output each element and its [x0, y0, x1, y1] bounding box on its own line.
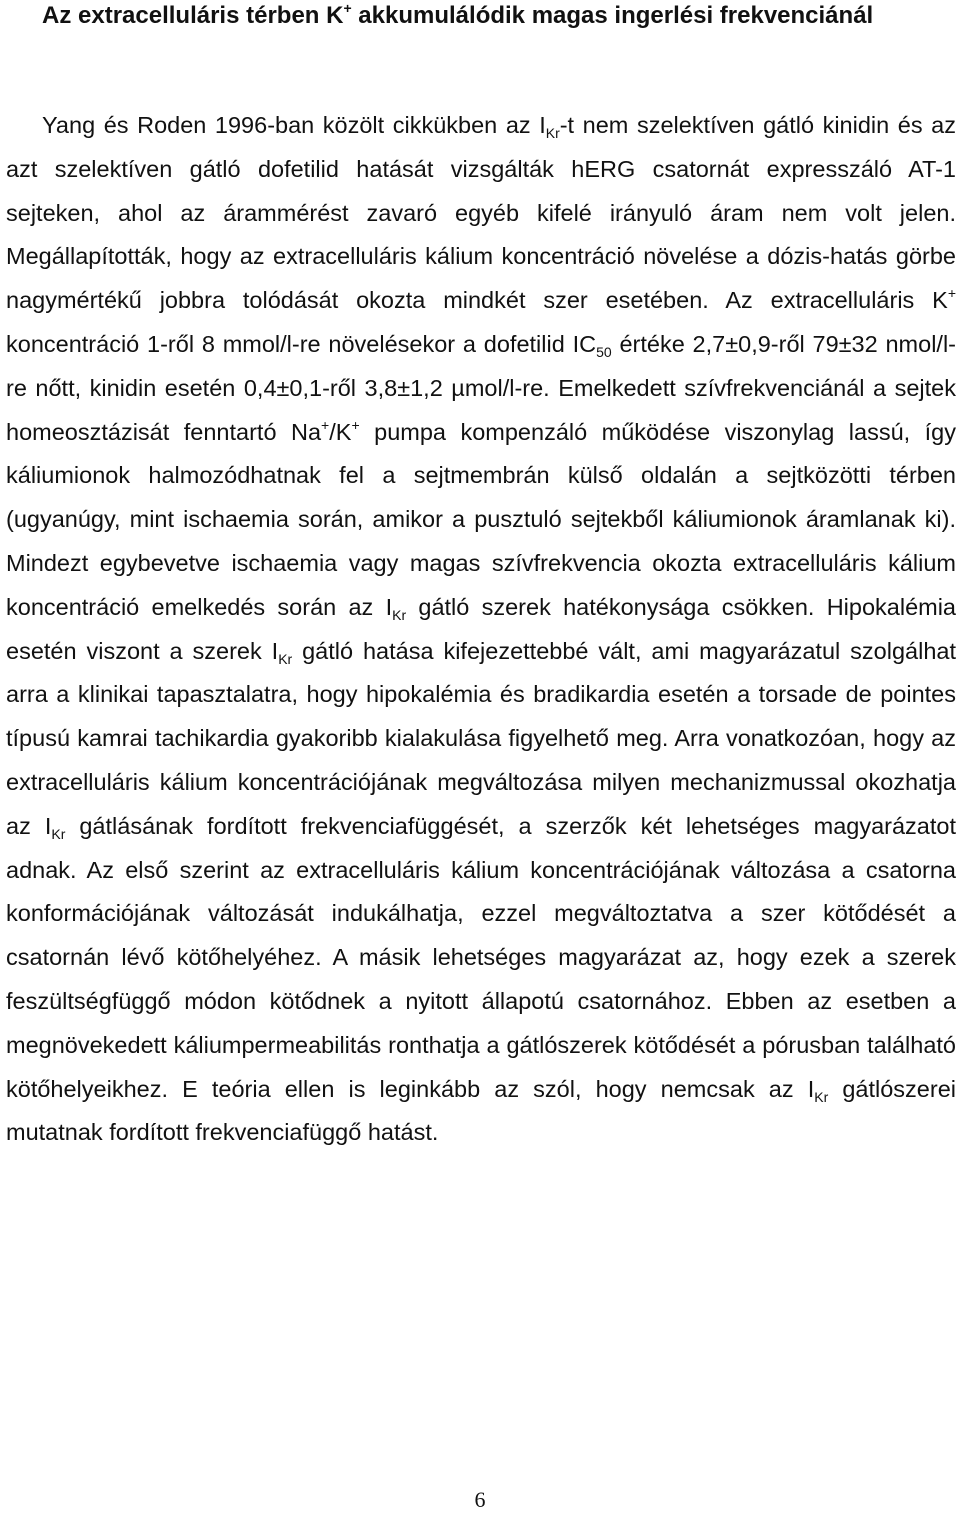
text-segment: gátló szerek hatékonysága csökken. Hipokalémia esetén viszont a szerek I — [6, 593, 957, 664]
text-segment: Yang és Roden 1996-ban közölt cikkükben az I — [42, 112, 546, 138]
text-segment: értéke 2,7±0,9-ről 79±32 nmol/l-re nőtt, kinidin esetén 0,4±0,1-ről 3,8±1,2 µmol/l-re. Emelkedett szívfrekvenciánál a sejtek homeosztázisát fenntartó Na — [6, 330, 957, 445]
subscript-50: 50 — [596, 343, 612, 360]
section-heading — [42, 0, 956, 38]
superscript-plus: + — [321, 416, 330, 433]
subscript-kr: Kr — [814, 1088, 829, 1105]
heading-superscript: + — [343, 0, 352, 16]
superscript-plus: + — [947, 285, 956, 302]
subscript-kr: Kr — [51, 825, 66, 842]
heading-text-part2: akkumulálódik magas ingerlési frekvenciánál — [351, 2, 874, 29]
text-segment: gátló hatása kifejezettebbé vált, ami magyarázatul szolgálhat arra a klinikai tapasztalatra, hogy hipokalémia és bradikardia esetén a torsade de pointes típusú kamrai tachikardia gyakoribb kialakulása figyelhető meg. Arra vonatkozóan, hogy az extracelluláris kálium koncentrációjának megváltozása milyen mechanizmussal okozhatja az I — [6, 637, 956, 839]
text-segment: pumpa kompenzáló működése viszonylag lassú, így káliumionok halmozódhatnak fel a sejtmembrán külső oldalán a sejtközötti térben (ugyanúgy, mint ischaemia során, amikor a pusztuló sejtekből káliumionok áramlanak ki). Mindezt egybevetve ischaemia vagy magas szívfrekvencia okozta extracelluláris kálium koncentráció emelkedés során az I — [6, 418, 956, 620]
heading-text-part1: Az extracelluláris térben K — [42, 2, 344, 29]
text-segment: gátlószerei mutatnak fordított frekvenciafüggő hatást. — [6, 1075, 956, 1146]
text-segment: /K — [329, 418, 352, 445]
superscript-plus: + — [351, 416, 360, 433]
subscript-kr: Kr — [392, 606, 407, 623]
text-segment: koncentráció 1-ről 8 mmol/l-re növelésekor a dofetilid IC — [6, 330, 597, 357]
page-number: 6 — [474, 1487, 486, 1512]
text-segment: gátlásának fordított frekvenciafüggését, a szerzők két lehetséges magyarázatot adnak. Az első szerint az extracelluláris kálium koncentrációjának változása a csatorna konformációjának változását indukálhatja, ezzel megváltoztatva a szer kötődését a csatornán lévő kötőhelyéhez. A másik lehetséges magyarázat az, hogy ezek a szerek feszültségfüggő módon kötődnek a nyitott állapotú csatornához. Ebben az esetben a megnövekedett káliumpermeabilitás ronthatja a gátlószerek kötődését a pórusban található kötőhelyeikhez. E teória ellen is leginkább az szól, hogy nemcsak az I — [6, 812, 956, 1102]
subscript-kr: Kr — [545, 125, 560, 141]
text-segment: -t nem szelektíven gátló kinidin és az azt szelektíven gátló dofetilid hatását vizsgálták hERG csatornát expresszáló AT-1 sejteken, ahol az árammérést zavaró egyéb kifelé irányuló áram nem volt jelen. Megállapították, hogy az extracelluláris kálium koncentráció növelése a dózis-hatás görbe nagymértékű jobbra tolódását okozta mindkét szer esetében. Az extracelluláris K — [6, 112, 956, 314]
subscript-kr: Kr — [278, 650, 293, 667]
body-paragraph — [6, 104, 956, 1155]
